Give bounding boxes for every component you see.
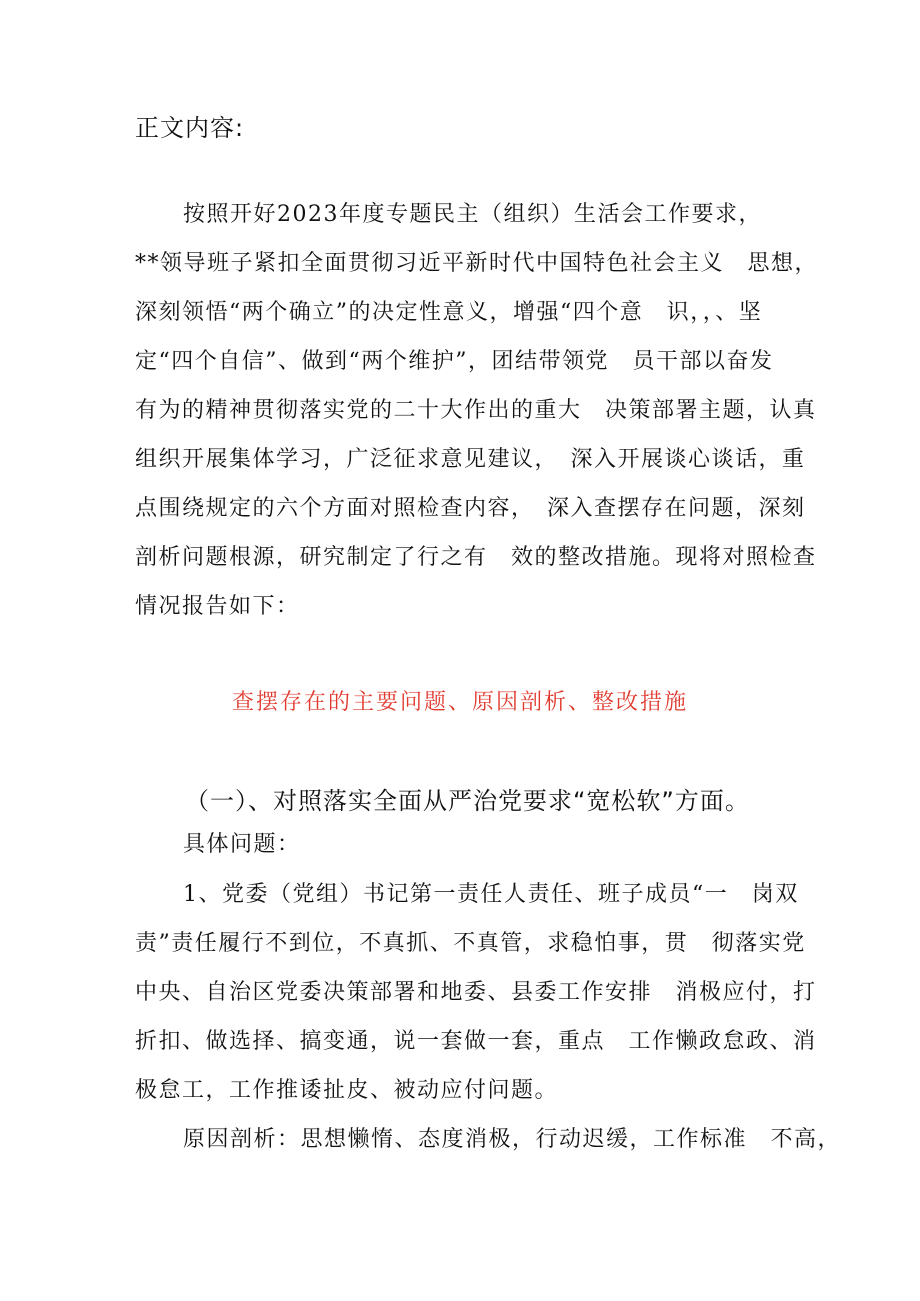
problem-line-1: 1、党委（党组）书记第一责任人责任、班子成员“一 岗双 [183, 882, 799, 907]
problem-line-3: 中央、自治区党委决策部署和地委、县委工作安排 消极应付，打 [135, 980, 817, 1005]
section-title: （一）、对照落实全面从严治党要求“宽松软”方面。 [185, 787, 750, 815]
problem-line-5: 极怠工，工作推诿扯皮、被动应付问题。 [135, 1078, 559, 1103]
intro-line-5: 有为的精神贯彻落实党的二十大作出的重大 决策部署主题，认真 [135, 398, 817, 423]
intro-line-4: 定“四个自信”、做到“两个维护”，团结带领党 员干部以奋发 [135, 349, 774, 374]
intro-line-8: 剖析问题根源，研究制定了行之有 效的整改措施。现将对照检查 [135, 545, 817, 570]
sub-label: 具体问题： [183, 832, 301, 857]
intro-line-2: **领导班子紧扣全面贯彻习近平新时代中国特色社会主义 思想， [135, 251, 819, 276]
intro-line-9: 情况报告如下： [135, 594, 300, 619]
intro-line-7: 点围绕规定的六个方面对照检查内容， 深入查摆存在问题，深刻 [135, 496, 806, 521]
page-heading: 正文内容: [135, 114, 245, 142]
problem-line-2: 责”责任履行不到位，不真抓、不真管，求稳怕事，贯 彻落实党 [135, 931, 806, 956]
intro-line-6: 组织开展集体学习，广泛征求意见建议， 深入开展谈心谈话，重 [135, 447, 806, 472]
intro-line-3: 深刻领悟“两个确立”的决定性意义，增强“四个意 识，，、坚 [135, 300, 763, 325]
problem-line-4: 折扣、做选择、搞变通，说一套做一套，重点 工作懒政怠政、消 [135, 1029, 817, 1054]
cause-line: 原因剖析：思想懒惰、态度消极，行动迟缓，工作标准 不高， [183, 1127, 842, 1152]
intro-line-1: 按照开好2023年度专题民主（组织）生活会工作要求， [183, 202, 762, 227]
red-section-title: 查摆存在的主要问题、原因剖析、整改措施 [231, 690, 688, 715]
